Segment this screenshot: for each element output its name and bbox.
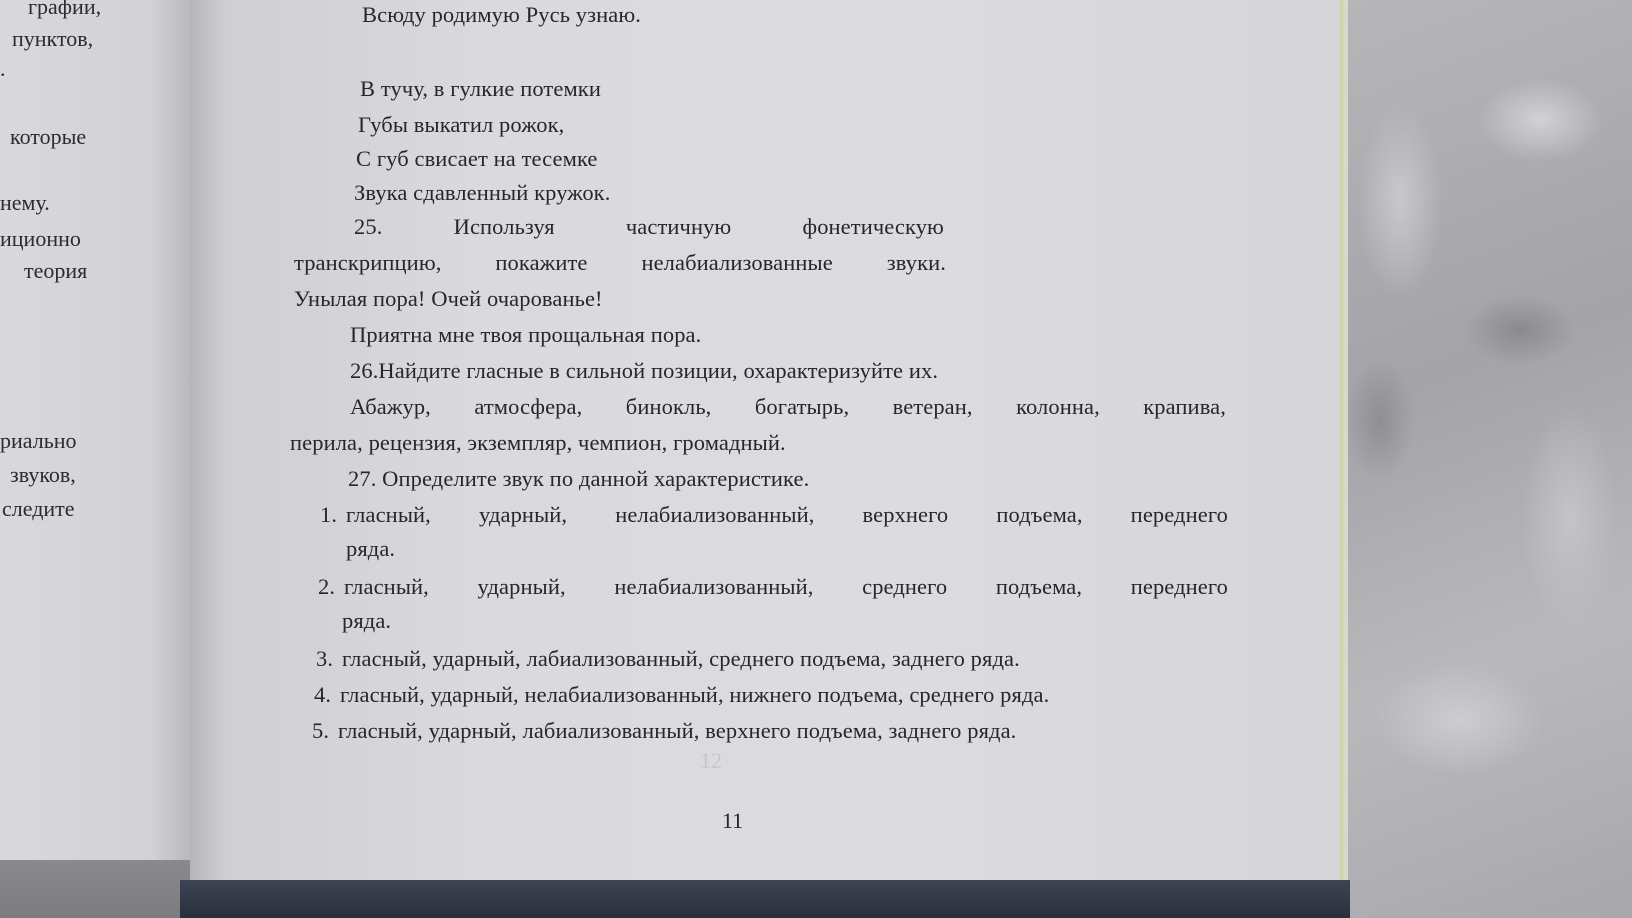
word: нелабиализованный, — [615, 502, 815, 527]
word: подъема, — [995, 574, 1083, 599]
word: ударный, — [479, 502, 568, 527]
task-27-item-1-line-2: ряда. — [346, 536, 396, 561]
left-fragment: графии, — [28, 0, 102, 19]
poem-line: В тучу, в гулкие потемки — [360, 76, 601, 101]
left-fragment: риально — [0, 428, 77, 453]
task-25-line-2 — [294, 250, 946, 276]
task-27-item-2-line-1 — [344, 574, 1228, 600]
left-page — [0, 0, 190, 860]
left-fragment: следите — [2, 496, 75, 521]
word: транскрипцию, — [294, 250, 442, 275]
task-27-item-1-line-1 — [346, 502, 1228, 528]
left-fragment: нему. — [0, 190, 50, 215]
page-number: 11 — [722, 808, 744, 833]
word: богатырь, — [754, 394, 850, 419]
task-26-title: 26.Найдите гласные в сильной позиции, охарактеризуйте их. — [350, 358, 939, 383]
word: покажите — [495, 250, 588, 275]
word: среднего — [862, 574, 948, 599]
page-edge — [1340, 0, 1346, 882]
left-fragment: иционно — [0, 226, 81, 251]
poem-line: С губ свисает на тесемке — [356, 146, 598, 171]
word: 25. — [354, 214, 383, 239]
word: звуки. — [886, 250, 946, 275]
word: крапива, — [1143, 394, 1226, 419]
show-through-page-number: 12 — [700, 748, 722, 773]
poem-line: Унылая пора! Очей очарованье! — [294, 286, 603, 311]
word: ветеран, — [892, 394, 973, 419]
task-27-item-2-line-2: ряда. — [342, 608, 392, 633]
word: переднего — [1130, 574, 1228, 599]
task-27-title: 27. Определите звук по данной характеристике. — [348, 466, 810, 491]
left-fragment: пунктов, — [12, 26, 94, 51]
word: нелабиализованный, — [614, 574, 814, 599]
list-number: 5. — [312, 718, 330, 743]
word: верхнего — [862, 502, 949, 527]
left-fragment: теория — [24, 258, 88, 283]
poem-line: Всюду родимую Русь узнаю. — [362, 2, 641, 27]
task-25-line-1 — [354, 214, 944, 240]
task-27-item-5: гласный, ударный, лабиализованный, верхнего подъема, заднего ряда. — [338, 718, 1017, 743]
book-edge — [180, 880, 1350, 918]
word: атмосфера, — [474, 394, 583, 419]
background-floor — [0, 860, 190, 918]
word: Используя — [453, 214, 555, 239]
poem-line: Приятна мне твоя прощальная пора. — [350, 322, 702, 347]
word: частичную — [625, 214, 732, 239]
word: фонетическую — [802, 214, 944, 239]
list-number: 4. — [314, 682, 332, 707]
word: гласный, — [344, 574, 429, 599]
list-number: 2. — [318, 574, 336, 599]
word: ударный, — [477, 574, 566, 599]
task-27-item-4: гласный, ударный, нелабиализованный, нижнего подъема, среднего ряда. — [340, 682, 1050, 707]
word: колонна, — [1016, 394, 1100, 419]
list-number: 1. — [320, 502, 338, 527]
word: нелабиализованные — [641, 250, 833, 275]
word: бинокль, — [625, 394, 712, 419]
word: подъема, — [996, 502, 1083, 527]
poem-line: Звука сдавленный кружок. — [354, 180, 611, 205]
task-26-words-line-1 — [350, 394, 1226, 420]
list-number: 3. — [316, 646, 334, 671]
poem-line: Губы выкатил рожок, — [358, 112, 565, 137]
task-26-words-line-2: перила, рецензия, экземпляр, чемпион, громадный. — [290, 430, 786, 455]
word: переднего — [1130, 502, 1228, 527]
task-27-item-3: гласный, ударный, лабиализованный, среднего подъема, заднего ряда. — [342, 646, 1020, 671]
left-fragment: . — [0, 56, 6, 81]
word: гласный, — [346, 502, 431, 527]
left-fragment: которые — [10, 124, 87, 149]
marble-surface — [1340, 0, 1632, 918]
left-fragment: звуков, — [10, 462, 76, 487]
word: Абажур, — [350, 394, 431, 419]
